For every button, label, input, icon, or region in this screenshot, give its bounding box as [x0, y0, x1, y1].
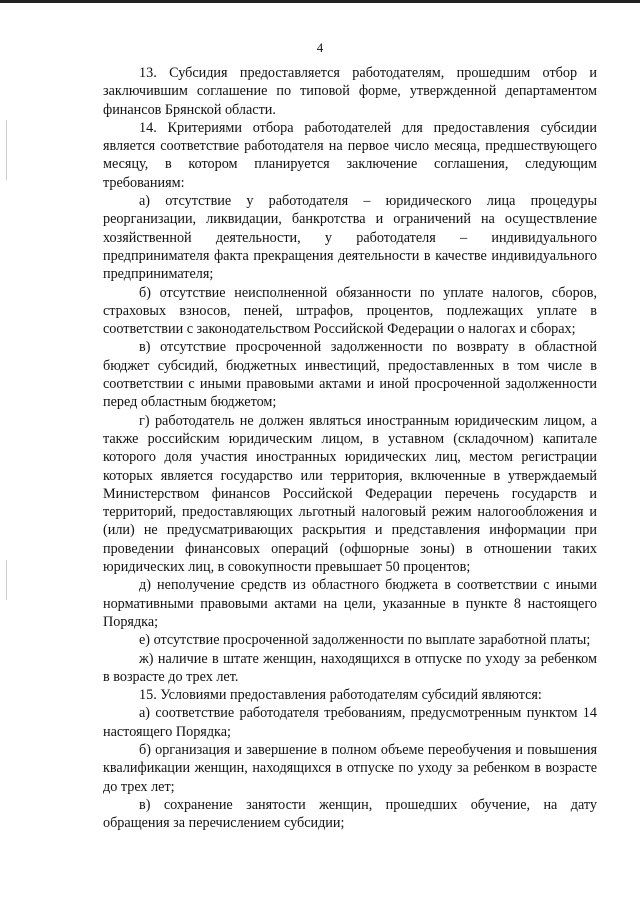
- paragraph-14-zh: ж) наличие в штате женщин, находящихся в отпуске по уходу за ребенком в возрасте до трех лет.: [103, 650, 597, 685]
- scan-edge-mark: [6, 560, 7, 600]
- paragraph-13: 13. Субсидия предоставляется работодателям, прошедшим отбор и заключившим соглашение по типовой форме, утвержденной департаментом финансов Брянской области.: [103, 65, 597, 118]
- paragraph-14-b: б) отсутствие неисполненной обязанности по уплате налогов, сборов, страховых взносов, пеней, штрафов, процентов, подлежащих уплате в соответствии с законодательством Российской Федерации о налогах и сборах;: [103, 284, 597, 338]
- paragraph-15: 15. Условиями предоставления работодателям субсидий являются:: [139, 687, 542, 704]
- paragraph-14-a: а) отсутствие у работодателя – юридического лица процедуры реорганизации, ликвидации, банкротства и ограничений на осуществление хозяйственной деятельности, у работодателя – индивидуального предпринимателя факта прекращения деятельности в качестве индивидуального предпринимателя;: [103, 193, 597, 283]
- scan-top-border: [0, 0, 640, 3]
- paragraph-14-d: д) неполучение средств из областного бюджета в соответствии с иными нормативными правовыми актами на цели, указанные в пункте 8 настоящего Порядка;: [103, 577, 597, 630]
- scan-edge-mark: [6, 120, 7, 180]
- document-body: [103, 64, 597, 832]
- page-number: 4: [316, 40, 324, 55]
- paragraph-14-g: г) работодатель не должен являться иностранным юридическим лицом, а также российским юридическим лицом, в уставном (складочном) капитале которого доля участия иностранных юридических лиц, местом регистрации которых является государство или территория, включенные в утверждаемый Министерством финансов Российской Федерации перечень государств и территорий, предоставляющих льготный налоговый режим налогообложения и (или) не предусматривающих раскрытия и представления информации при проведении финансовых операций (офшорные зоны) в отношении таких юридических лиц, в совокупности превышает 50 процентов;: [103, 412, 597, 576]
- paragraph-14-e: е) отсутствие просроченной задолженности по выплате заработной платы;: [139, 632, 591, 649]
- paragraph-14: 14. Критериями отбора работодателей для предоставления субсидии является соответствие работодателя на первое число месяца, предшествующего месяцу, в котором планируется заключение соглашения, следующим требованиям:: [103, 119, 597, 191]
- paragraph-14-v: в) отсутствие просроченной задолженности по возврату в областной бюджет субсидий, бюджетных инвестиций, предоставленных в том числе в соответствии с иными правовыми актами и иной просроченной задолженности перед областным бюджетом;: [103, 339, 597, 411]
- paragraph-15-b: б) организация и завершение в полном объеме переобучения и повышения квалификации женщин, находящихся в отпуске по уходу за ребенком в возрасте до трех лет;: [103, 741, 597, 795]
- paragraph-15-a: а) соответствие работодателя требованиям, предусмотренным пунктом 14 настоящего Порядка;: [103, 705, 597, 740]
- paragraph-15-v: в) сохранение занятости женщин, прошедших обучение, на дату обращения за перечислением субсидии;: [103, 796, 597, 832]
